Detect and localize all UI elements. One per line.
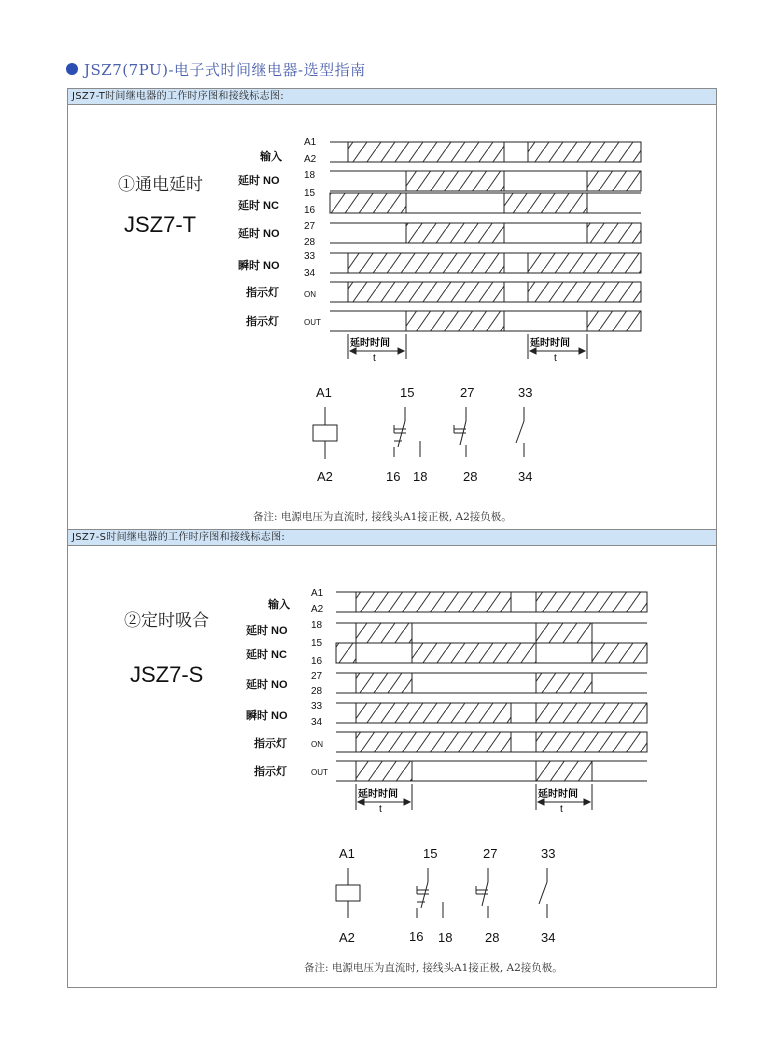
row-label-delay-no-18: 延时 NO: [238, 175, 280, 187]
terminal-27: 27: [304, 221, 316, 232]
band-no27-1: [356, 673, 412, 693]
band-input-1: [356, 592, 511, 612]
terminal-16: 16: [304, 205, 316, 216]
wiring-a1: A1: [339, 846, 355, 861]
band-nc-3: [592, 643, 647, 663]
terminal-28: 28: [311, 686, 323, 697]
section-header: JSZ7-S时间继电器的工作时序图和接线标志图:: [68, 530, 716, 546]
wiring-27: 27: [460, 385, 475, 400]
band-on-2: [528, 282, 641, 302]
band-instant-2: [528, 253, 641, 273]
band-on-2: [536, 732, 647, 752]
terminal-15: 15: [304, 188, 316, 199]
mode-label: ①通电延时: [118, 175, 203, 194]
band-instant-1: [356, 703, 511, 723]
model-label: JSZ7-S: [130, 662, 204, 687]
wiring-16: 16: [409, 929, 424, 944]
mode-label: ②定时吸合: [124, 611, 209, 630]
wiring-16: 16: [386, 469, 401, 484]
terminal-34: 34: [304, 268, 316, 279]
terminal-a1: A1: [304, 137, 317, 148]
band-no18-2: [587, 171, 641, 191]
contact-33-34-symbol: [516, 407, 524, 457]
wiring-28: 28: [485, 930, 500, 945]
row-label-instant-no: 瞬时 NO: [238, 260, 280, 272]
wiring-18: 18: [413, 469, 428, 484]
terminal-16: 16: [311, 656, 323, 667]
contact-15-16-18-symbol: [417, 868, 443, 918]
wiring-18: 18: [438, 930, 453, 945]
terminal-a2: A2: [311, 604, 324, 615]
band-on-1: [356, 732, 511, 752]
wiring-15: 15: [423, 846, 438, 861]
wiring-a2: A2: [339, 930, 355, 945]
delay-time-label-2: 延时时间: [538, 789, 578, 800]
wiring-15: 15: [400, 385, 415, 400]
wiring-a1: A1: [316, 385, 332, 400]
band-no18-1: [356, 623, 412, 643]
note-jsz7-t: 备注: 电源电压为直流时, 接线头A1接正极, A2接负极。: [253, 511, 512, 523]
timing-diagram-jsz7-t: [68, 89, 716, 529]
row-label-input: 输入: [260, 151, 282, 163]
terminal-on: ON: [304, 290, 316, 299]
row-label-input: 输入: [268, 599, 290, 611]
terminal-out: OUT: [304, 318, 321, 327]
wiring-34: 34: [541, 930, 556, 945]
band-nc-1: [336, 643, 356, 663]
band-on-1: [348, 282, 504, 302]
band-input-1: [348, 142, 504, 162]
terminal-a1: A1: [311, 588, 324, 599]
note-jsz7-s: 备注: 电源电压为直流时, 接线头A1接正极, A2接负极。: [304, 962, 563, 974]
band-no27-2: [536, 673, 592, 693]
terminal-33: 33: [311, 701, 323, 712]
coil-symbol: [313, 407, 337, 459]
wiring-a2: A2: [317, 469, 333, 484]
terminal-18: 18: [311, 620, 323, 631]
delay-time-label-2: 延时时间: [530, 338, 570, 349]
band-nc-2: [412, 643, 536, 663]
timing-diagram-jsz7-s: [68, 530, 716, 987]
row-label-indicator-on: 指示灯: [246, 287, 279, 299]
section-jsz7-t: [67, 88, 717, 530]
terminal-15: 15: [311, 638, 323, 649]
page-title-text: JSZ7(7PU)-电子式时间继电器-选型指南: [84, 60, 366, 79]
band-no18-2: [536, 623, 592, 643]
wiring-27: 27: [483, 846, 498, 861]
row-label-indicator-out: 指示灯: [254, 766, 287, 778]
band-nc-2: [504, 193, 587, 213]
delay-t-label-2: t: [560, 804, 563, 815]
band-nc-1: [330, 193, 406, 213]
row-label-delay-no-18: 延时 NO: [246, 625, 288, 637]
contact-15-16-18-symbol: [394, 407, 420, 457]
row-label-instant-no: 瞬时 NO: [246, 710, 288, 722]
band-out-2: [587, 311, 641, 331]
row-label-delay-no-27: 延时 NO: [246, 679, 288, 691]
wiring-33: 33: [541, 846, 556, 861]
delay-t-label-2: t: [554, 353, 557, 364]
contact-27-28-symbol: [476, 868, 488, 918]
contact-33-34-symbol: [539, 868, 547, 918]
row-label-delay-nc: 延时 NC: [238, 200, 279, 212]
delay-time-label-1: 延时时间: [350, 338, 390, 349]
model-label: JSZ7-T: [124, 212, 197, 237]
band-out-1: [406, 311, 504, 331]
band-input-2: [536, 592, 647, 612]
band-out-2: [536, 761, 592, 781]
delay-t-label-1: t: [379, 804, 382, 815]
wiring-28: 28: [463, 469, 478, 484]
delay-t-label-1: t: [373, 353, 376, 364]
terminal-28: 28: [304, 237, 316, 248]
band-out-1: [356, 761, 412, 781]
terminal-18: 18: [304, 170, 316, 181]
terminal-out: OUT: [311, 768, 328, 777]
delay-time-label-1: 延时时间: [358, 789, 398, 800]
band-input-2: [528, 142, 641, 162]
wiring-34: 34: [518, 469, 533, 484]
row-label-delay-nc: 延时 NC: [246, 649, 287, 661]
row-label-delay-no-27: 延时 NO: [238, 228, 280, 240]
bullet-icon: [66, 63, 78, 75]
terminal-on: ON: [311, 740, 323, 749]
page-title: [66, 58, 366, 80]
terminal-34: 34: [311, 717, 323, 728]
contact-27-28-symbol: [454, 407, 466, 457]
coil-symbol: [336, 868, 360, 918]
terminal-33: 33: [304, 251, 316, 262]
band-no27-2: [587, 223, 641, 243]
band-no27-1: [406, 223, 504, 243]
terminal-27: 27: [311, 671, 323, 682]
section-jsz7-s: [67, 529, 717, 988]
section-header: JSZ7-T时间继电器的工作时序图和接线标志图:: [68, 89, 716, 105]
band-instant-2: [536, 703, 647, 723]
terminal-a2: A2: [304, 154, 317, 165]
band-no18-1: [406, 171, 504, 191]
band-instant-1: [348, 253, 504, 273]
row-label-indicator-out: 指示灯: [246, 316, 279, 328]
wiring-33: 33: [518, 385, 533, 400]
row-label-indicator-on: 指示灯: [254, 738, 287, 750]
